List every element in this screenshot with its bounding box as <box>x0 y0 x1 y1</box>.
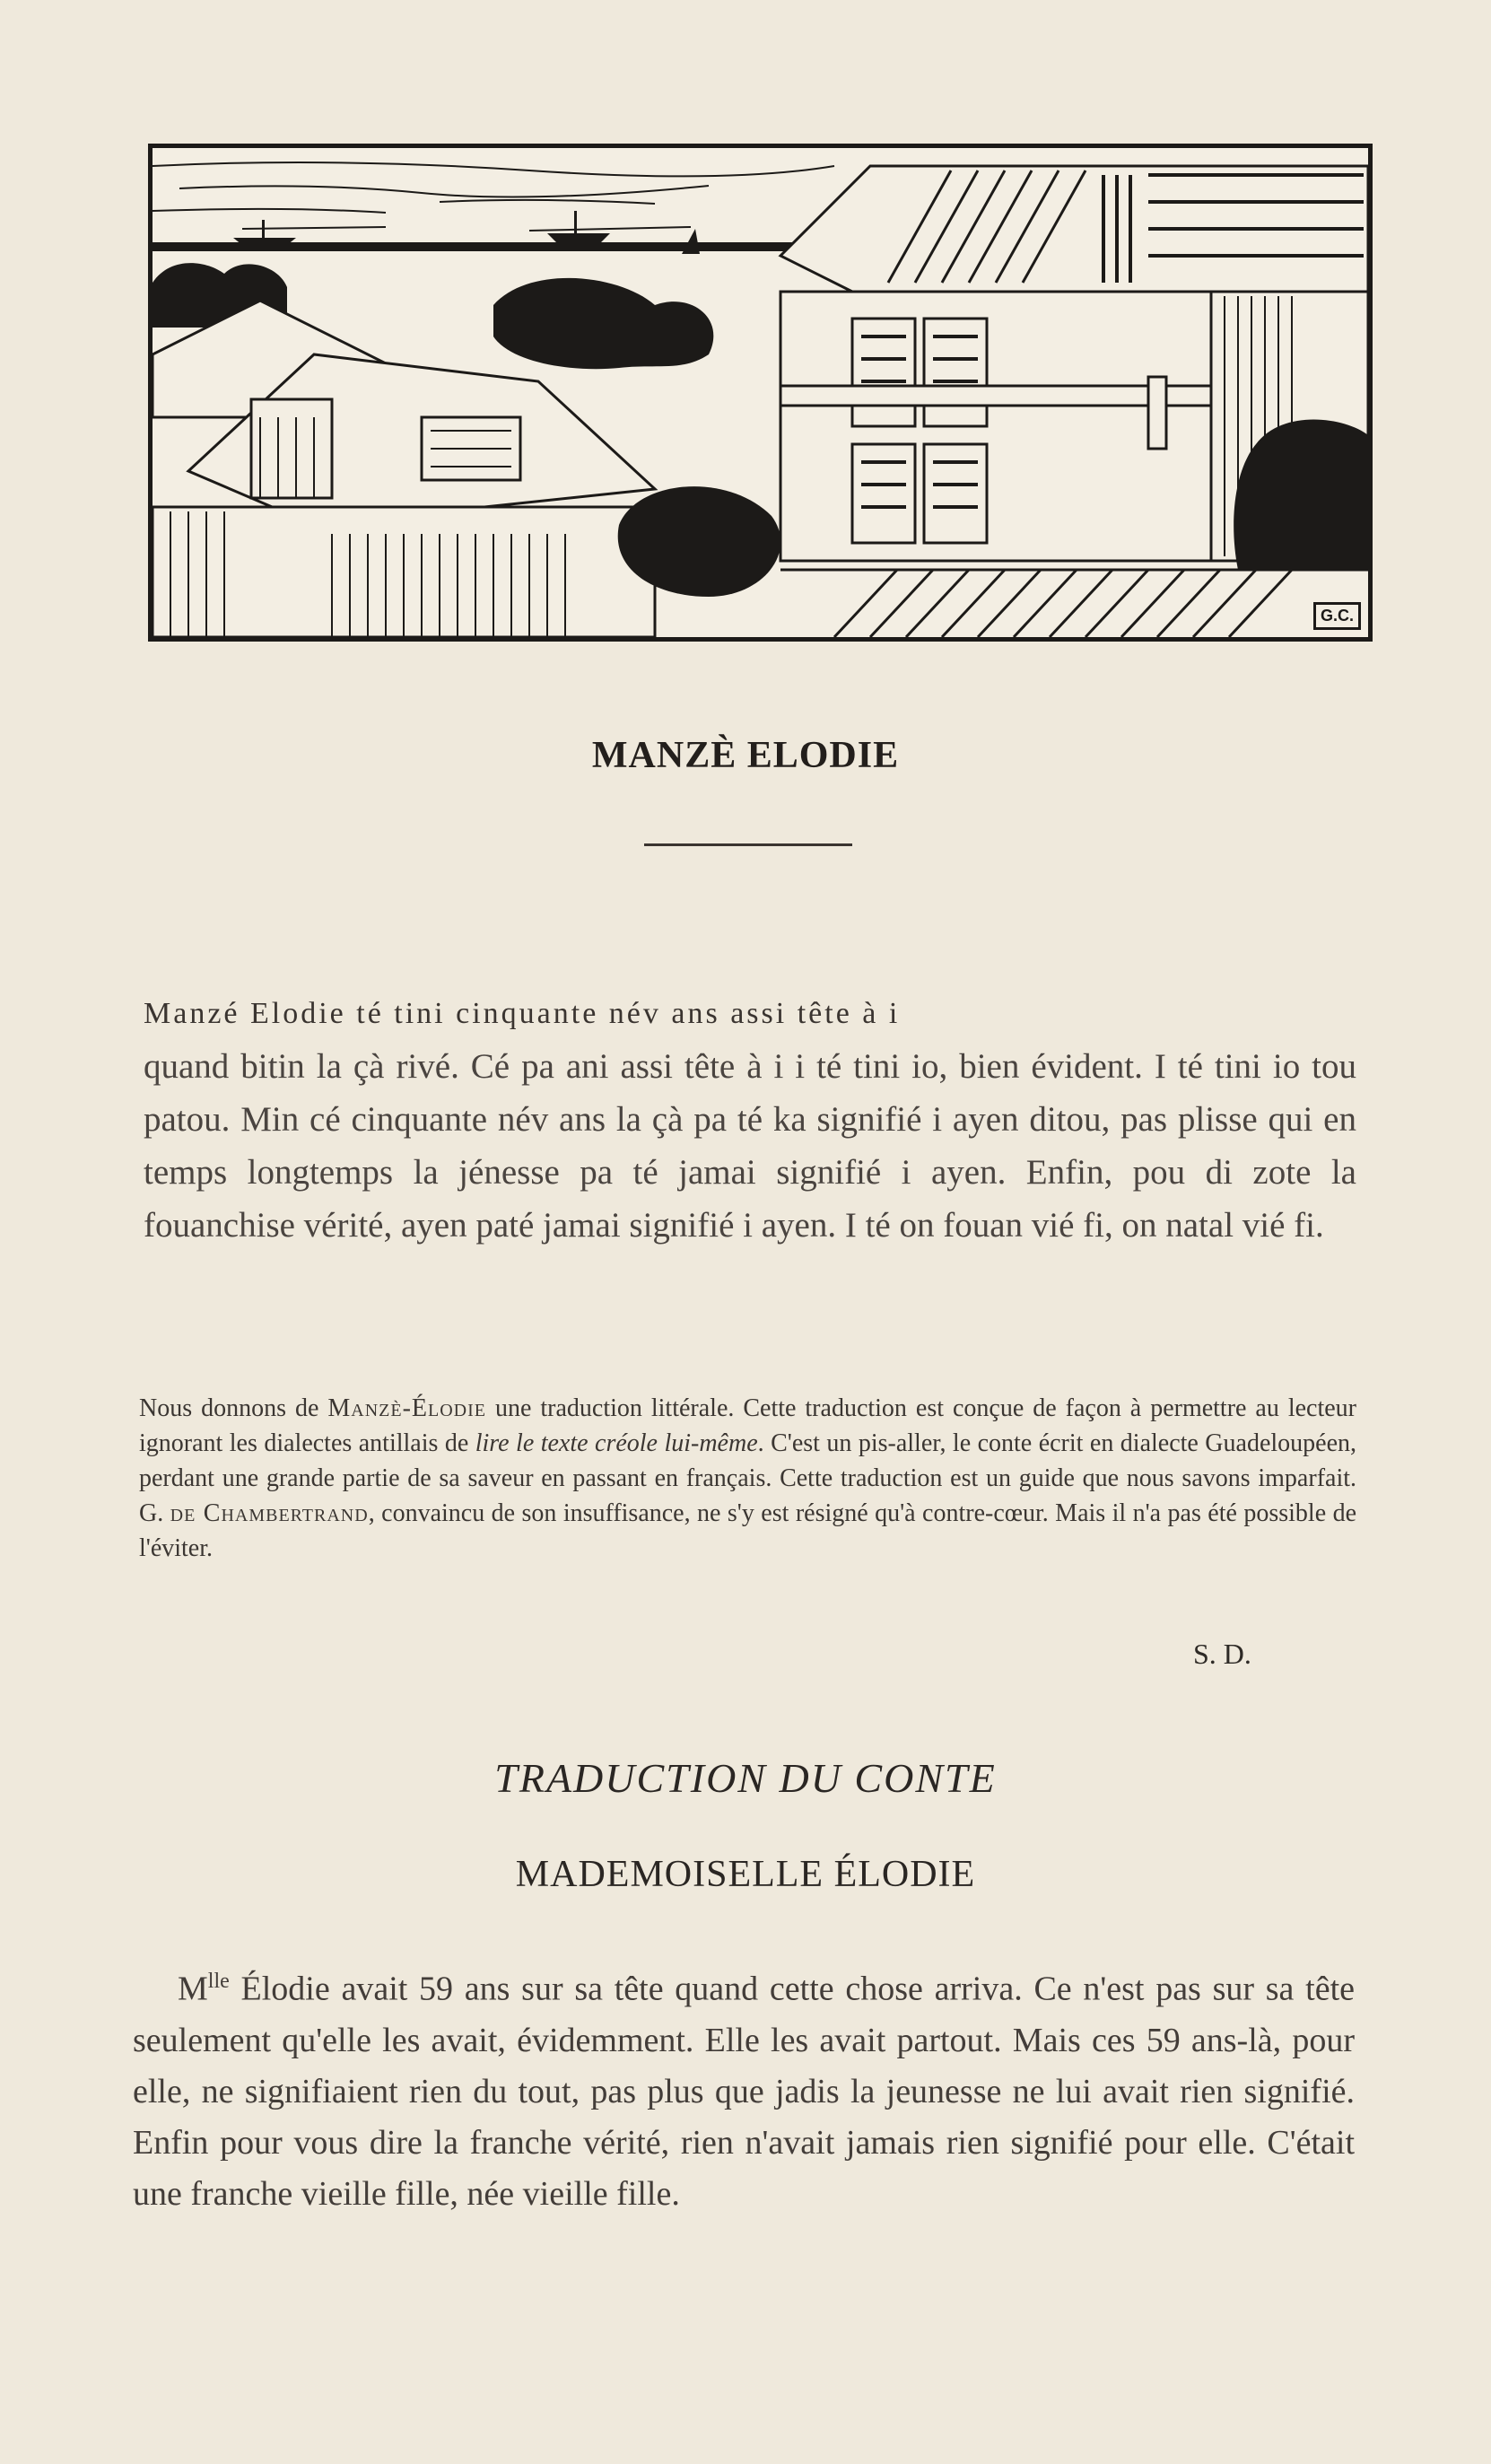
abbr-sup: lle <box>207 1970 230 1993</box>
creole-paragraph <box>144 987 1356 1252</box>
note-signoff: S. D. <box>1193 1638 1251 1670</box>
french-paragraph <box>133 1956 1355 2220</box>
note-text-4: , convaincu de son insuffisance, ne s'y est résigné qu'à contre-cœur. Mais il n'a pas été possible de l'éviter. <box>139 1499 1356 1562</box>
creole-body: quand bitin la çà rivé. Cé pa ani assi tête à i i té tini io, bien évident. I té tini io tou patou. Min cé cinquante név ans la çà pa té ka signifié i ayen ditou, pas plisse qui en temps longtemps la jénesse pa té jamai signifié i ayen. Enfin, pou di zote la fouanchise vérité, ayen paté jamai signifié i ayen. I té on fouan vié fi, on natal vié fi. <box>144 1047 1356 1245</box>
note-italic-phrase: lire le texte créole lui-même <box>475 1429 758 1457</box>
translator-note <box>139 1391 1356 1566</box>
french-body: Élodie avait 59 ans sur sa tête quand cette chose arriva. Ce n'est pas sur sa tête seulement qu'elle les avait, évidemment. Elle les avait partout. Mais ces 59 ans-là, pour elle, ne signifiaient rien du tout, pas plus que jadis la jeunesse ne lui avait rien signifié. Enfin pour vous dire la franche vérité, rien n'avait jamais rien signifié pour elle. C'était une franche vieille fille, née vieille fille. <box>133 1970 1355 2213</box>
artist-monogram: G.C. <box>1313 602 1361 630</box>
note-text-1: Nous donnons de <box>139 1394 328 1422</box>
title-divider <box>644 843 852 846</box>
note-author-name: de Chambertrand <box>170 1499 369 1527</box>
translation-heading: TRADUCTION DU CONTE <box>494 1755 997 1801</box>
house-harbor-illustration <box>153 148 1368 637</box>
story-title: MANZÈ ELODIE <box>591 735 900 776</box>
note-text-3: . C'est un pis-aller, le conte écrit en dialecte Guadeloupéen, perdant une grande partie de sa saveur en passant en français. Cette traduction est un guide que nous savons imparfait. G. <box>139 1429 1357 1527</box>
note-text-2: une traduction littérale. Cette traduction est conçue de façon à permettre au lecteur ignorant les dialectes antillais de <box>139 1394 1356 1457</box>
woodcut-illustration <box>148 144 1373 642</box>
abbr-m: M <box>178 1970 208 2008</box>
note-story-name: Manzè-Élodie <box>327 1394 486 1422</box>
translation-subheading: MADEMOISELLE ÉLODIE <box>515 1854 976 1895</box>
creole-lead-line: Manzé Elodie té tini cinquante név ans assi tête à i <box>144 997 901 1030</box>
french-translation <box>133 1956 1355 2220</box>
